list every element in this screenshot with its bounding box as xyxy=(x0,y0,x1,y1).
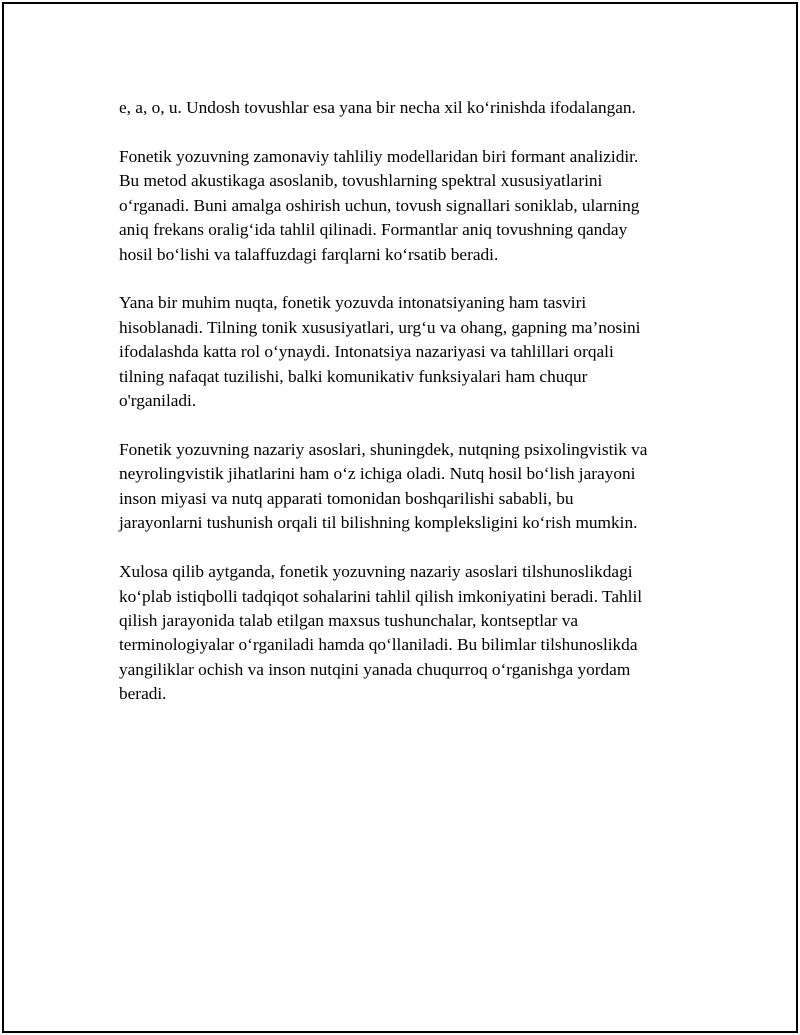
text-line: tilning nafaqat tuzilishi, balki komunikativ funksiyalari ham chuqur xyxy=(119,366,588,386)
text-line: aniq frekans oralig‘ida tahlil qilinadi. Formantlar aniq tovushning qanday xyxy=(119,220,628,240)
text-line: Yana bir muhim nuqta, fonetik yozuvda intonatsiyaning ham tasviri xyxy=(119,293,587,313)
text-line: jarayonlarni tushunish orqali til bilishning kompleksligini ko‘rish mumkin. xyxy=(119,513,638,533)
text-line: Fonetik yozuvning nazariy asoslari, shuningdek, nutqning psixolingvistik va xyxy=(119,439,648,459)
text-line: hisoblanadi. Tilning tonik xususiyatlari, urg‘u va ohang, gapning ma’nosini xyxy=(119,317,641,337)
paragraph-2 xyxy=(119,145,709,267)
text-line: Bu metod akustikaga asoslanib, tovushlarning spektral xususiyatlarini xyxy=(119,171,603,191)
paragraph-3 xyxy=(119,291,709,413)
paragraph-5 xyxy=(119,560,709,706)
text-line: Xulosa qilib aytganda, fonetik yozuvning nazariy asoslari tilshunoslikdagi xyxy=(119,562,633,582)
text-line: yangiliklar ochish va inson nutqini yanada chuqurroq o‘rganishga yordam xyxy=(119,659,631,679)
text-line: inson miyasi va nutq apparati tomonidan boshqarilishi sababli, bu xyxy=(119,488,574,508)
text-line: Fonetik yozuvning zamonaviy tahliliy modellaridan biri formant analizidir. xyxy=(119,146,639,166)
paragraph-4 xyxy=(119,438,709,536)
text-line: qilish jarayonida talab etilgan maxsus tushunchalar, kontseptlar va xyxy=(119,610,579,630)
paragraph-1 xyxy=(119,96,709,120)
text-line: beradi. xyxy=(119,684,167,704)
text-line: ko‘plab istiqbolli tadqiqot sohalarini tahlil qilish imkoniyatini beradi. Tahlil xyxy=(119,586,643,606)
text-line: o‘rganadi. Buni amalga oshirish uchun, tovush signallari soniklab, ularning xyxy=(119,195,640,215)
text-line: e, a, o, u. Undosh tovushlar esa yana bir necha xil ko‘rinishda ifodalangan. xyxy=(119,98,636,117)
text-line: neyrolingvistik jihatlarini ham o‘z ichiga oladi. Nutq hosil bo‘lish jarayoni xyxy=(119,464,636,484)
document-body xyxy=(119,96,709,731)
document-page xyxy=(2,2,798,1033)
text-line: o'rganiladi. xyxy=(119,391,197,411)
text-line: ifodalashda katta rol o‘ynaydi. Intonatsiya nazariyasi va tahlillari orqali xyxy=(119,342,614,362)
text-line: terminologiyalar o‘rganiladi hamda qo‘llaniladi. Bu bilimlar tilshunoslikda xyxy=(119,635,638,655)
text-line: hosil bo‘lishi va talaffuzdagi farqlarni ko‘rsatib beradi. xyxy=(119,244,499,264)
